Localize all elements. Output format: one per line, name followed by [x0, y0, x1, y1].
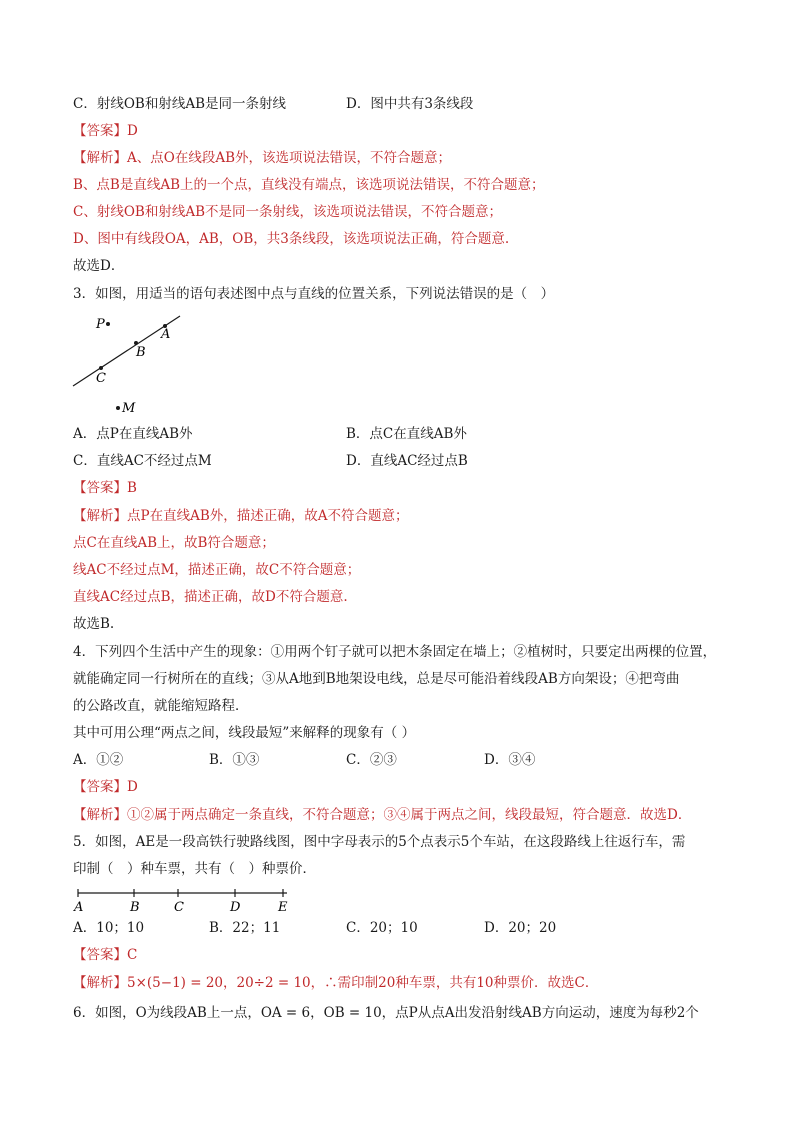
analysis-line: D、图中有线段OA，AB，OB，共3条线段，该选项说法正确，符合题意. [73, 231, 510, 247]
question-stem: 其中可用公理“两点之间，线段最短”来解释的现象有（ ） [73, 725, 416, 741]
label-m: M [122, 401, 136, 416]
analysis-line: 直线AC经过点B，描述正确，故D不符合题意. [73, 589, 348, 605]
analysis-text: 点P在直线AB外，描述正确，故A不符合题意； [127, 508, 409, 524]
analysis-line: 点C在直线AB上，故B符合题意； [73, 535, 275, 551]
analysis-tag: 【解析】 [73, 508, 127, 524]
route-figure [70, 883, 300, 915]
answer: 【答案】C [73, 947, 138, 963]
option-d: D．直线AC经过点B [346, 453, 468, 469]
question-stem: 6．如图，O为线段AB上一点，OA = 6，OB = 10，点P从点A出发沿射线AB方向运动，速度为每秒2个 [73, 1005, 699, 1021]
option-d: D．③④ [484, 752, 536, 768]
point-m [116, 406, 120, 410]
label-d: D [230, 900, 241, 915]
option-d: D．20；20 [484, 920, 557, 936]
option-a: A．①② [73, 752, 124, 768]
answer: 【答案】D [73, 123, 138, 139]
conclusion: 故选D． [73, 258, 125, 274]
question-stem: 3．如图，用适当的语句表述图中点与直线的位置关系，下列说法错误的是（ ） [73, 286, 555, 302]
option-b: B．点C在直线AB外 [346, 426, 467, 442]
analysis-line: B、点B是直线AB上的一个点，直线没有端点，该选项说法错误，不符合题意； [73, 177, 545, 193]
label-p: P [96, 317, 105, 332]
answer: 【答案】D [73, 779, 138, 795]
option-c: C．20；10 [346, 920, 418, 936]
option-d: D．图中共有3条线段 [346, 96, 474, 112]
analysis-line: C、射线OB和射线AB不是同一条射线，该选项说法错误，不符合题意； [73, 204, 502, 220]
option-a: A．10；10 [73, 920, 145, 936]
option-c: C．直线AC不经过点M [73, 453, 212, 469]
point-line-figure [70, 310, 190, 420]
label-b: B [136, 345, 146, 360]
answer: 【答案】B [73, 480, 137, 496]
label-e: E [278, 900, 288, 915]
analysis-line [73, 973, 598, 993]
label-a: A [74, 900, 84, 915]
question-stem: 5．如图，AE是一段高铁行驶路线图，图中字母表示的5个点表示5个车站，在这段路线上往返行车，需 [73, 834, 686, 850]
analysis-tag: 【解析】 [73, 975, 127, 991]
analysis-text: ①②属于两点确定一条直线，不符合题意；③④属于两点之间，线段最短，符合题意．故选D． [127, 807, 692, 823]
label-c: C [174, 900, 184, 915]
analysis-text: 5×(5−1) = 20，20÷2 = 10，∴需印制20种车票，共有10种票价．故选C． [127, 975, 599, 991]
point-p [106, 322, 110, 326]
question-stem: 的公路改直，就能缩短路程． [73, 698, 249, 714]
question-stem: 印制（ ）种车票，共有（ ）种票价． [73, 861, 316, 877]
option-c: C．②③ [346, 752, 397, 768]
label-a: A [161, 327, 171, 342]
option-c: C．射线OB和射线AB是同一条射线 [73, 96, 286, 112]
option-b: B．22；11 [209, 920, 281, 936]
analysis-tag: 【解析】 [73, 807, 127, 823]
analysis-text: A、点O在线段AB外，该选项说法错误，不符合题意； [127, 150, 451, 166]
question-stem: 4．下列四个生活中产生的现象：①用两个钉子就可以把木条固定在墙上；②植树时，只要定出两棵的位置， [73, 644, 717, 660]
analysis-tag: 【解析】 [73, 150, 127, 166]
point-c [99, 366, 103, 370]
analysis-line [73, 805, 691, 825]
analysis-line [73, 506, 409, 526]
option-b: B．①③ [209, 752, 260, 768]
analysis-line: 线AC不经过点M，描述正确，故C不符合题意； [73, 562, 361, 578]
question-stem: 就能确定同一行树所在的直线；③从A地到B地架设电线，总是尽可能沿着线段AB方向架设；④把弯曲 [73, 671, 680, 687]
conclusion: 故选B. [73, 616, 115, 632]
analysis-line [73, 148, 451, 168]
option-a: A．点P在直线AB外 [73, 426, 193, 442]
label-b: B [130, 900, 140, 915]
label-c: C [96, 371, 106, 386]
